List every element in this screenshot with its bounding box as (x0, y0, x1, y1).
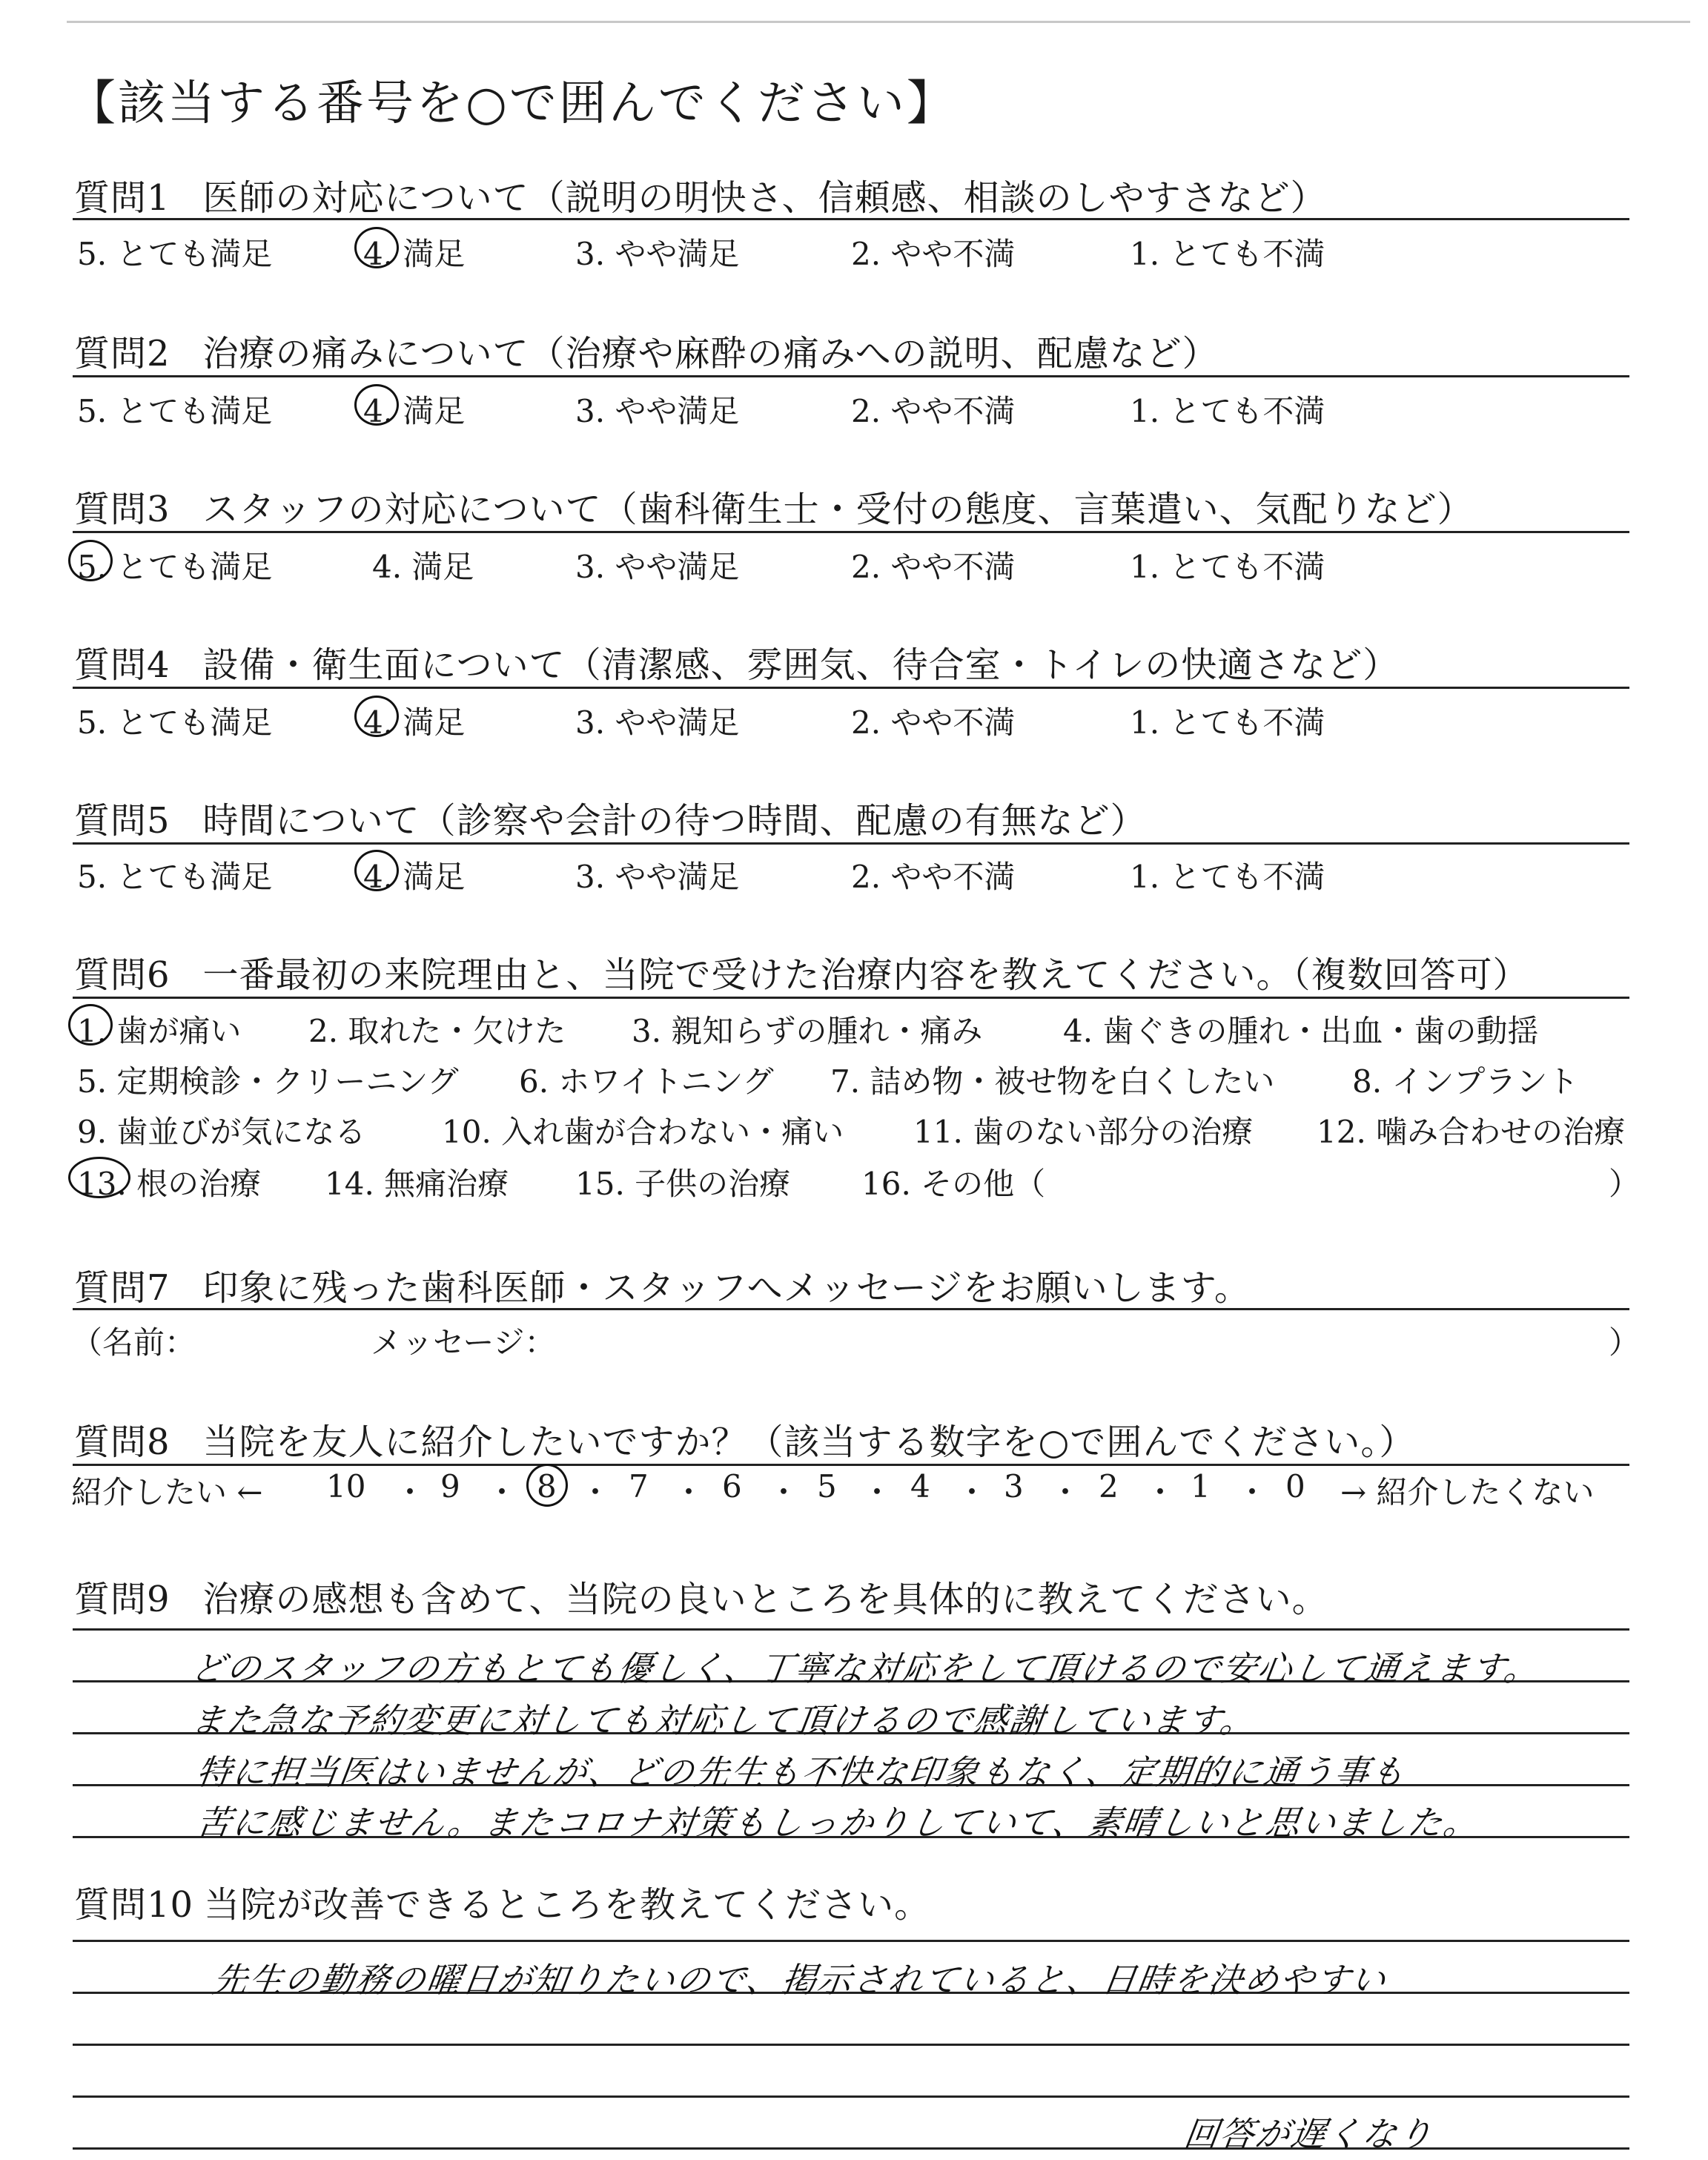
answer-line (73, 2044, 1629, 2046)
question-text: スタッフの対応について（歯科衛生士・受付の態度、言葉遣い、気配りなど） (202, 489, 1474, 530)
question-text: 印象に残った歯科医師・スタッフへメッセージをお願いします。 (202, 1267, 1251, 1309)
handwritten-answer: 特に担当医はいませんが、どの先生も不快な印象もなく、定期的に通う事も (193, 1752, 1409, 1792)
dot: ・ (394, 1474, 426, 1510)
scale-10[interactable]: 10 (326, 1468, 366, 1505)
recommend-scale (71, 1468, 1643, 1513)
divider (73, 531, 1629, 533)
option-5[interactable]: 5. とても満足 (77, 393, 273, 429)
question-1 (74, 169, 1327, 220)
reason-4[interactable]: 4. 歯ぐきの腫れ・出血・歯の動揺 (1063, 1013, 1539, 1049)
reason-16-other[interactable]: 16. その他（ (861, 1166, 1046, 1202)
question-number: 質問4 (74, 644, 171, 686)
option-1[interactable]: 1. とても不満 (1130, 393, 1325, 429)
option-4[interactable]: 4. 満足 (372, 549, 474, 585)
option-5[interactable]: 5. とても満足 (77, 236, 273, 272)
option-5-selected[interactable]: 5. とても満足 (77, 543, 272, 587)
divider (73, 842, 1629, 845)
divider (73, 1464, 1629, 1466)
scale-1[interactable]: 1 (1191, 1468, 1211, 1505)
question-6 (74, 946, 1529, 997)
divider (73, 687, 1629, 689)
answer-line (73, 2095, 1629, 2098)
scale-0[interactable]: 0 (1285, 1468, 1305, 1505)
dot: ・ (861, 1474, 893, 1510)
question-10 (74, 1876, 930, 1927)
question-number: 質問5 (74, 800, 171, 842)
question-number: 質問7 (74, 1267, 171, 1309)
question-5 (74, 792, 1147, 843)
option-1[interactable]: 1. とても不満 (1130, 704, 1325, 741)
question-9 (74, 1571, 1328, 1622)
option-4-selected[interactable]: 4. 満足 (363, 387, 465, 432)
message-label: メッセージ： (371, 1324, 556, 1361)
close-paren: ） (1609, 1324, 1641, 1361)
scale-8-selected[interactable]: 8 (537, 1468, 557, 1505)
scale-7[interactable]: 7 (629, 1468, 649, 1505)
dot: ・ (956, 1474, 988, 1510)
handwritten-answer: また急な予約変更に対しても対応して頂けるので感謝しています。 (188, 1700, 1259, 1740)
reason-13-selected[interactable]: 13. 根の治療 (77, 1160, 261, 1204)
reason-8[interactable]: 8. インプラント (1352, 1063, 1579, 1100)
option-5[interactable]: 5. とても満足 (77, 704, 273, 741)
reason-1-selected[interactable]: 1. 歯が痛い (77, 1007, 241, 1051)
question-number: 質問8 (74, 1421, 171, 1463)
divider (73, 997, 1629, 999)
scale-right-label: → 紹介したくない (1340, 1474, 1595, 1510)
question-text: 設備・衛生面について（清潔感、雰囲気、待合室・トイレの快適さなど） (202, 644, 1400, 686)
reason-14[interactable]: 14. 無痛治療 (325, 1166, 509, 1202)
divider (73, 1308, 1629, 1310)
question-number: 質問3 (74, 489, 171, 530)
name-label: （名前： (71, 1324, 196, 1361)
option-1[interactable]: 1. とても不満 (1130, 236, 1325, 272)
reason-5[interactable]: 5. 定期検診・クリーニング (77, 1063, 459, 1100)
question-number: 質問2 (74, 333, 171, 374)
question-text: 一番最初の来院理由と、当院で受けた治療内容を教えてください。（複数回答可） (202, 954, 1529, 996)
reason-3[interactable]: 3. 親知らずの腫れ・痛み (632, 1013, 983, 1049)
question-2 (74, 325, 1219, 376)
question-number: 質問1 (74, 177, 171, 219)
option-3[interactable]: 3. やや満足 (575, 236, 740, 272)
option-2[interactable]: 2. やや不満 (851, 859, 1016, 895)
scale-6[interactable]: 6 (722, 1468, 742, 1505)
question-number: 質問9 (74, 1579, 171, 1620)
scale-3[interactable]: 3 (1004, 1468, 1024, 1505)
top-border (67, 21, 1690, 23)
dot: ・ (580, 1474, 612, 1510)
question-8 (74, 1413, 1415, 1464)
answer-line (73, 1628, 1629, 1631)
question-number: 質問6 (74, 954, 171, 996)
reason-9[interactable]: 9. 歯並びが気になる (77, 1114, 366, 1150)
scale-left-label: 紹介したい ← (71, 1474, 263, 1510)
option-1[interactable]: 1. とても不満 (1130, 549, 1325, 585)
option-3[interactable]: 3. やや満足 (575, 393, 740, 429)
divider (73, 375, 1629, 377)
option-4-selected[interactable]: 4. 満足 (363, 698, 465, 743)
question-number: 質問10 (74, 1884, 194, 1926)
dot: ・ (1050, 1474, 1082, 1510)
option-2[interactable]: 2. やや不満 (851, 549, 1016, 585)
handwritten-answer: どのスタッフの方もとても優しく、丁寧な対応をして頂けるので安心して通えます。 (188, 1648, 1543, 1688)
option-3[interactable]: 3. やや満足 (575, 549, 740, 585)
question-text: 当院が改善できるところを教えてください。 (204, 1884, 931, 1926)
question-3 (74, 480, 1474, 532)
reason-15[interactable]: 15. 子供の治療 (575, 1166, 791, 1202)
option-4-selected[interactable]: 4. 満足 (363, 230, 465, 274)
option-5[interactable]: 5. とても満足 (77, 859, 273, 895)
option-2[interactable]: 2. やや不満 (851, 236, 1016, 272)
option-2[interactable]: 2. やや不満 (851, 393, 1016, 429)
scale-5[interactable]: 5 (817, 1468, 837, 1505)
scale-4[interactable]: 4 (910, 1468, 930, 1505)
dot: ・ (768, 1474, 800, 1510)
page-title: 【該当する番号を○で囲んでください】 (68, 76, 956, 131)
question-text: 医師の対応について（説明の明快さ、信頼感、相談のしやすさなど） (202, 177, 1327, 219)
option-3[interactable]: 3. やや満足 (575, 859, 740, 895)
dot: ・ (1237, 1474, 1268, 1510)
question-text: 治療の感想も含めて、当院の良いところを具体的に教えてください。 (202, 1579, 1328, 1620)
reason-11[interactable]: 11. 歯のない部分の治療 (913, 1114, 1254, 1150)
question-text: 時間について（診察や会計の待つ時間、配慮の有無など） (202, 800, 1147, 842)
reason-6[interactable]: 6. ホワイトニング (519, 1063, 774, 1100)
question-text: 治療の痛みについて（治療や麻酔の痛みへの説明、配慮など） (202, 333, 1219, 374)
reason-7[interactable]: 7. 詰め物・被せ物を白くしたい (830, 1063, 1275, 1100)
close-paren: ） (1609, 1166, 1641, 1202)
question-4 (74, 636, 1399, 687)
handwritten-answer: 苦に感じません。またコロナ対策もしっかりしていて、素晴しいと思いました。 (193, 1803, 1483, 1843)
reason-10[interactable]: 10. 入れ歯が合わない・痛い (442, 1114, 844, 1150)
scale-2[interactable]: 2 (1099, 1468, 1119, 1505)
answer-line (73, 1940, 1629, 1942)
question-7 (74, 1259, 1251, 1310)
scale-9[interactable]: 9 (440, 1468, 460, 1505)
dot: ・ (1145, 1474, 1176, 1510)
question-text: 当院を友人に紹介したいですか？（該当する数字を○で囲んでください。） (202, 1421, 1416, 1463)
dot: ・ (673, 1474, 705, 1510)
divider (73, 218, 1629, 220)
option-3[interactable]: 3. やや満足 (575, 704, 740, 741)
reason-2[interactable]: 2. 取れた・欠けた (308, 1013, 566, 1049)
reason-12[interactable]: 12. 噛み合わせの治療 (1317, 1114, 1626, 1150)
handwritten-footer-note: 回答が遅くなり (1181, 2114, 1437, 2154)
option-2[interactable]: 2. やや不満 (851, 704, 1016, 741)
option-1[interactable]: 1. とても不満 (1130, 859, 1325, 895)
dot: ・ (486, 1474, 518, 1510)
option-4-selected[interactable]: 4. 満足 (363, 853, 465, 897)
handwritten-answer: 先生の勤務の曜日が知りたいので、掲示されていると、日時を決めやすい (210, 1960, 1390, 2000)
